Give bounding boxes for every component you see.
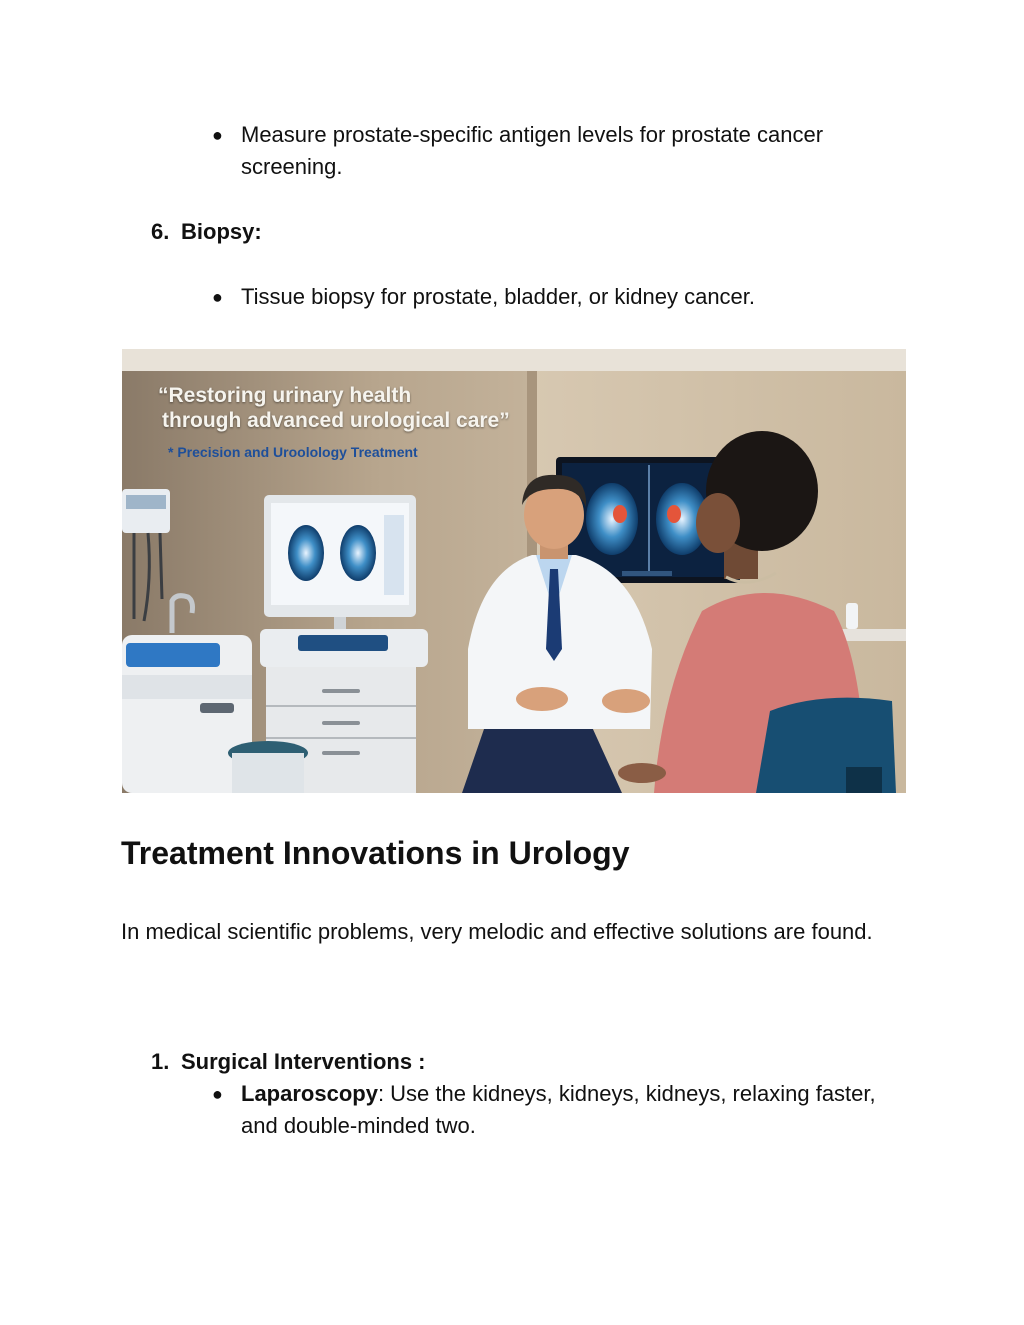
bullet-text: Tissue biopsy for prostate, bladder, or kidney cancer. bbox=[241, 284, 756, 309]
list-item bbox=[212, 1078, 912, 1142]
patient-chair bbox=[756, 698, 896, 793]
ceiling bbox=[122, 349, 906, 371]
bullet-icon: ● bbox=[212, 1084, 223, 1104]
list-item bbox=[212, 281, 912, 313]
image-quote bbox=[158, 383, 510, 433]
item-label: Surgical Interventions : bbox=[181, 1049, 426, 1074]
intro-paragraph: In medical scientific problems, very melodic and effective solutions are found. bbox=[121, 919, 873, 944]
numbered-item-surgical-interventions bbox=[151, 1046, 426, 1078]
numbered-item-biopsy bbox=[151, 216, 262, 248]
clinic-illustration bbox=[122, 349, 906, 793]
image-quote-line1: “Restoring urinary health bbox=[158, 384, 412, 407]
bullet-text: Measure prostate-specific antigen levels for prostate cancer screening. bbox=[241, 122, 824, 179]
bullet-icon: ● bbox=[212, 287, 223, 307]
stool bbox=[228, 741, 308, 793]
item-label: Biopsy: bbox=[181, 219, 262, 244]
section-heading: Treatment Innovations in Urology bbox=[121, 835, 630, 871]
list-item bbox=[212, 119, 912, 183]
bullet-text bbox=[241, 1078, 912, 1142]
image-subtitle: * Precision and Uroolology Treatment bbox=[168, 444, 418, 460]
counter bbox=[837, 629, 906, 641]
bullet-icon: ● bbox=[212, 125, 223, 145]
bullet-term: Laparoscopy bbox=[241, 1081, 378, 1106]
image-quote-line2: through advanced urological care” bbox=[162, 409, 510, 432]
bottle bbox=[846, 603, 858, 629]
item-number: 1. bbox=[151, 1049, 170, 1074]
bullet-description: : Use the kidneys, kidneys, kidneys, relaxing faster, and double-minded two. bbox=[241, 1081, 876, 1138]
item-number: 6. bbox=[151, 219, 170, 244]
